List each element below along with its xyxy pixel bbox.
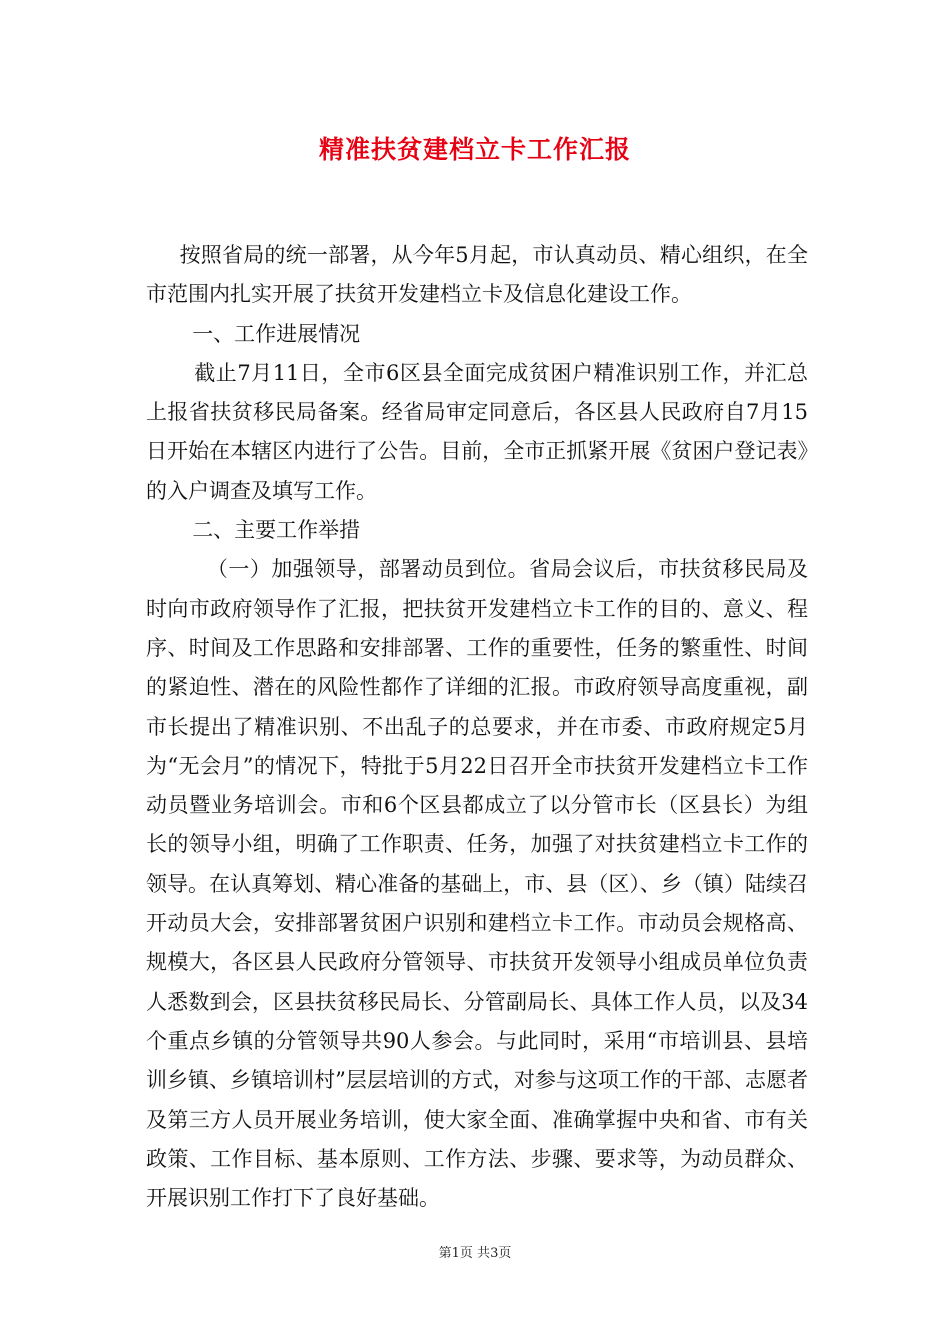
footer-prefix: 第 — [438, 1246, 452, 1261]
footer-suffix: 页 — [498, 1246, 512, 1261]
measures-paragraph: （一）加强领导，部署动员到位。省局会议后，市扶贫移民局及时向市政府领导作了汇报，把扶贫开发建档立卡工作的目的、意义、程序、时间及工作思路和安排部署、工作的重要性，任务的繁重性、时间的紧迫性、潜在的风险性都作了详细的汇报。市政府领导高度重视，副市长提出了精准识别、不出乱子的总要求，并在市委、市政府规定5月为“无会月”的情况下，特批于5月22日召开全市扶贫开发建档立卡工作动员暨业务培训会。市和6个区县都成立了以分管市长（区县长）为组长的领导小组，明确了工作职责、任务，加强了对扶贫建档立卡工作的领导。在认真筹划、精心准备的基础上，市、县（区）、乡（镇）陆续召开动员大会，安排部署贫困户识别和建档立卡工作。市动员会规格高、规模大，各区县人民政府分管领导、市扶贫开发领导小组成员单位负责人悉数到会，区县扶贫移民局长、分管副局长、具体工作人员，以及34个重点乡镇的分管领导共90人参会。与此同时，采用“市培训县、县培训乡镇、乡镇培训村”层层培训的方式，对参与这项工作的干部、志愿者及第三方人员开展业务培训，使大家全面、准确掌握中央和省、市有关政策、工作目标、基本原则、工作方法、步骤、要求等，为动员群众、开展识别工作打下了良好基础。 — [146, 557, 808, 1211]
document-body — [146, 236, 808, 1218]
page-footer — [0, 1245, 950, 1263]
document-title: 精准扶贫建档立卡工作汇报 — [318, 135, 631, 164]
intro-paragraph: 按照省局的统一部署，从今年5月起，市认真动员、精心组织，在全市范围内扎实开展了扶贫开发建档立卡及信息化建设工作。 — [146, 243, 808, 307]
section-heading-progress: 一、工作进展情况 — [192, 321, 361, 346]
progress-paragraph: 截止7月11日，全市6区县全面完成贫困户精准识别工作，并汇总上报省扶贫移民局备案。经省局审定同意后，各区县人民政府自7月15日开始在本辖区内进行了公告。目前，全市正抓紧开展《贫困户登记表》的入户调查及填写工作。 — [146, 360, 808, 503]
footer-middle: 页 共 — [459, 1246, 491, 1261]
footer-total-pages: 3 — [490, 1246, 499, 1261]
footer-page-number: 1 — [451, 1246, 460, 1261]
section-heading-measures: 二、主要工作举措 — [192, 518, 361, 543]
